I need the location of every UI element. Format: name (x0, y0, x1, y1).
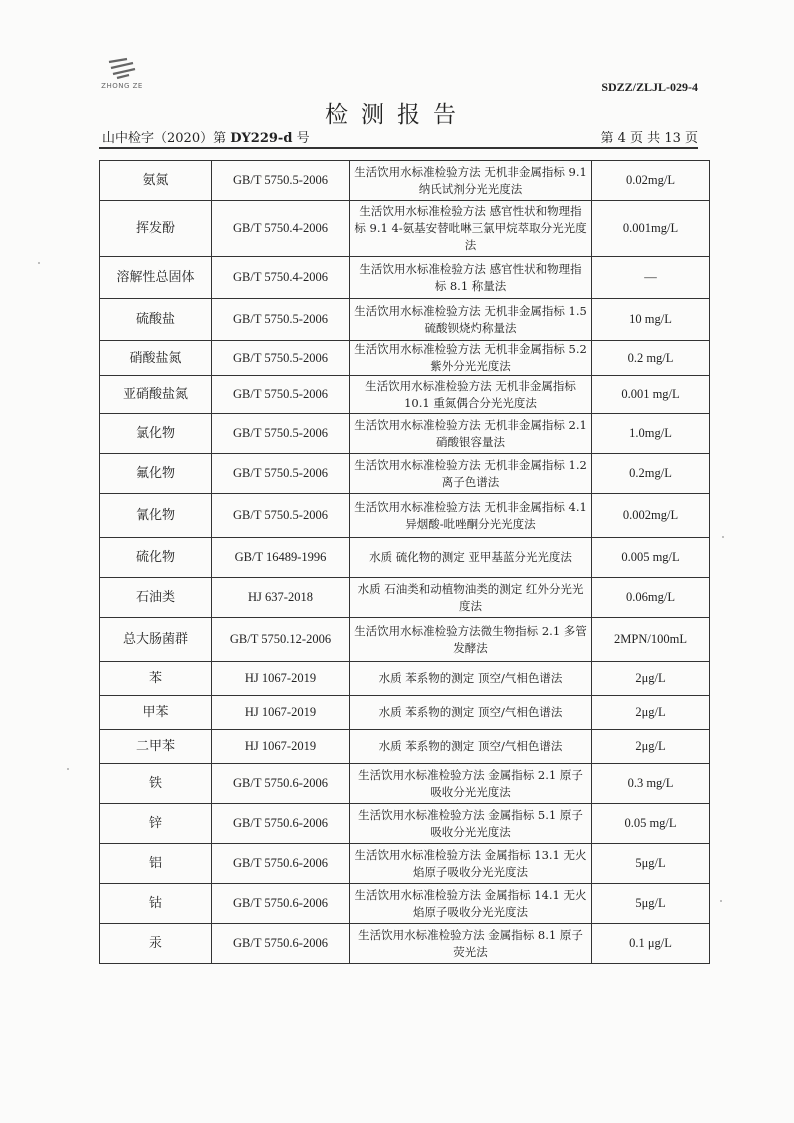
method-cell: 水质 苯系物的测定 顶空/气相色谱法 (350, 730, 592, 764)
item-name-cell: 苯 (100, 662, 212, 696)
standard-cell: GB/T 5750.5-2006 (212, 454, 350, 494)
item-name-cell: 钴 (100, 884, 212, 924)
standard-cell: GB/T 5750.4-2006 (212, 201, 350, 257)
detection-limit-cell: — (592, 257, 710, 299)
report-number-prefix: 山中检字（2020）第 (102, 131, 227, 146)
table-row (100, 844, 710, 884)
table-row (100, 924, 710, 964)
detection-limit-cell: 0.05 mg/L (592, 804, 710, 844)
detection-limit-cell: 0.02mg/L (592, 161, 710, 201)
detection-limit-cell: 2μg/L (592, 662, 710, 696)
method-cell: 生活饮用水标准检验方法 金属指标 14.1 无火焰原子吸收分光光度法 (350, 884, 592, 924)
table-row (100, 376, 710, 414)
table-row (100, 618, 710, 662)
table-row (100, 299, 710, 341)
test-methods-table (99, 160, 710, 964)
scan-speck (720, 900, 722, 902)
standard-cell: GB/T 5750.5-2006 (212, 376, 350, 414)
zhongze-logo-icon (105, 56, 139, 80)
item-name-cell: 总大肠菌群 (100, 618, 212, 662)
detection-limit-cell: 0.2mg/L (592, 454, 710, 494)
detection-limit-cell: 5μg/L (592, 884, 710, 924)
standard-cell: GB/T 5750.5-2006 (212, 299, 350, 341)
detection-limit-cell: 0.06mg/L (592, 578, 710, 618)
table-row (100, 414, 710, 454)
report-number (102, 127, 310, 146)
detection-limit-cell: 0.2 mg/L (592, 341, 710, 376)
detection-limit-cell: 0.005 mg/L (592, 538, 710, 578)
standard-cell: GB/T 5750.6-2006 (212, 804, 350, 844)
detection-limit-cell: 0.1 μg/L (592, 924, 710, 964)
table-row (100, 696, 710, 730)
table-row (100, 201, 710, 257)
logo-text: ZHONG ZE (101, 82, 143, 90)
standard-cell: GB/T 5750.12-2006 (212, 618, 350, 662)
standard-cell: HJ 1067-2019 (212, 730, 350, 764)
method-cell: 生活饮用水标准检验方法 无机非金属指标 9.1 纳氏试剂分光光度法 (350, 161, 592, 201)
standard-cell: GB/T 5750.5-2006 (212, 341, 350, 376)
report-number-code: DY229-d (230, 131, 293, 146)
company-logo (96, 56, 148, 90)
scan-speck (67, 768, 69, 770)
scan-speck (722, 536, 724, 538)
table-row (100, 662, 710, 696)
item-name-cell: 硫化物 (100, 538, 212, 578)
standard-cell: GB/T 5750.5-2006 (212, 494, 350, 538)
item-name-cell: 汞 (100, 924, 212, 964)
table-row (100, 730, 710, 764)
item-name-cell: 氟化物 (100, 454, 212, 494)
detection-limit-cell: 2MPN/100mL (592, 618, 710, 662)
standard-cell: HJ 1067-2019 (212, 662, 350, 696)
detection-limit-cell: 0.002mg/L (592, 494, 710, 538)
detection-limit-cell: 0.001 mg/L (592, 376, 710, 414)
item-name-cell: 二甲苯 (100, 730, 212, 764)
item-name-cell: 氰化物 (100, 494, 212, 538)
method-cell: 生活饮用水标准检验方法 感官性状和物理指标 8.1 称量法 (350, 257, 592, 299)
standard-cell: GB/T 5750.5-2006 (212, 414, 350, 454)
method-cell: 水质 硫化物的测定 亚甲基蓝分光光度法 (350, 538, 592, 578)
table-body (100, 161, 710, 964)
page-info: 第 4 页 共 13 页 (600, 131, 698, 146)
detection-limit-cell: 0.3 mg/L (592, 764, 710, 804)
standard-cell: GB/T 5750.5-2006 (212, 161, 350, 201)
method-cell: 生活饮用水标准检验方法 金属指标 5.1 原子吸收分光光度法 (350, 804, 592, 844)
item-name-cell: 石油类 (100, 578, 212, 618)
standard-cell: GB/T 5750.4-2006 (212, 257, 350, 299)
table-row (100, 884, 710, 924)
method-cell: 水质 苯系物的测定 顶空/气相色谱法 (350, 696, 592, 730)
method-cell: 生活饮用水标准检验方法 金属指标 13.1 无火焰原子吸收分光光度法 (350, 844, 592, 884)
standard-cell: HJ 637-2018 (212, 578, 350, 618)
method-cell: 生活饮用水标准检验方法 感官性状和物理指标 9.1 4-氨基安替吡啉三氯甲烷萃取分光光度法 (350, 201, 592, 257)
table-row (100, 494, 710, 538)
standard-cell: GB/T 16489-1996 (212, 538, 350, 578)
table-row (100, 257, 710, 299)
method-cell: 生活饮用水标准检验方法 无机非金属指标 5.2 紫外分光光度法 (350, 341, 592, 376)
method-cell: 生活饮用水标准检验方法 无机非金属指标 1.2 离子色谱法 (350, 454, 592, 494)
method-cell: 水质 石油类和动植物油类的测定 红外分光光度法 (350, 578, 592, 618)
method-cell: 生活饮用水标准检验方法 无机非金属指标 10.1 重氮偶合分光光度法 (350, 376, 592, 414)
method-cell: 生活饮用水标准检验方法 无机非金属指标 1.5 硫酸钡烧灼称量法 (350, 299, 592, 341)
method-cell: 生活饮用水标准检验方法 金属指标 2.1 原子吸收分光光度法 (350, 764, 592, 804)
detection-limit-cell: 1.0mg/L (592, 414, 710, 454)
standard-cell: GB/T 5750.6-2006 (212, 924, 350, 964)
table-row (100, 538, 710, 578)
detection-limit-cell: 2μg/L (592, 730, 710, 764)
item-name-cell: 挥发酚 (100, 201, 212, 257)
method-cell: 生活饮用水标准检验方法 无机非金属指标 2.1 硝酸银容量法 (350, 414, 592, 454)
standard-cell: GB/T 5750.6-2006 (212, 884, 350, 924)
method-cell: 生活饮用水标准检验方法 金属指标 8.1 原子荧光法 (350, 924, 592, 964)
item-name-cell: 溶解性总固体 (100, 257, 212, 299)
table-row (100, 578, 710, 618)
method-cell: 生活饮用水标准检验方法 无机非金属指标 4.1 异烟酸-吡唑酮分光光度法 (350, 494, 592, 538)
item-name-cell: 铁 (100, 764, 212, 804)
table-row (100, 341, 710, 376)
document-code: SDZZ/ZLJL-029-4 (601, 80, 698, 94)
detection-limit-cell: 0.001mg/L (592, 201, 710, 257)
table-row (100, 161, 710, 201)
report-title: 检测报告 (325, 102, 469, 128)
item-name-cell: 铝 (100, 844, 212, 884)
method-cell: 生活饮用水标准检验方法微生物指标 2.1 多管发酵法 (350, 618, 592, 662)
detection-limit-cell: 10 mg/L (592, 299, 710, 341)
item-name-cell: 硝酸盐氮 (100, 341, 212, 376)
item-name-cell: 氯化物 (100, 414, 212, 454)
item-name-cell: 硫酸盐 (100, 299, 212, 341)
standard-cell: GB/T 5750.6-2006 (212, 844, 350, 884)
item-name-cell: 亚硝酸盐氮 (100, 376, 212, 414)
method-cell: 水质 苯系物的测定 顶空/气相色谱法 (350, 662, 592, 696)
table-row (100, 764, 710, 804)
scan-speck (38, 262, 40, 264)
detection-limit-cell: 2μg/L (592, 696, 710, 730)
table-row (100, 454, 710, 494)
standard-cell: GB/T 5750.6-2006 (212, 764, 350, 804)
item-name-cell: 锌 (100, 804, 212, 844)
item-name-cell: 氨氮 (100, 161, 212, 201)
detection-limit-cell: 5μg/L (592, 844, 710, 884)
report-number-suffix: 号 (296, 131, 310, 146)
standard-cell: HJ 1067-2019 (212, 696, 350, 730)
header-rule (99, 147, 698, 149)
item-name-cell: 甲苯 (100, 696, 212, 730)
table-row (100, 804, 710, 844)
